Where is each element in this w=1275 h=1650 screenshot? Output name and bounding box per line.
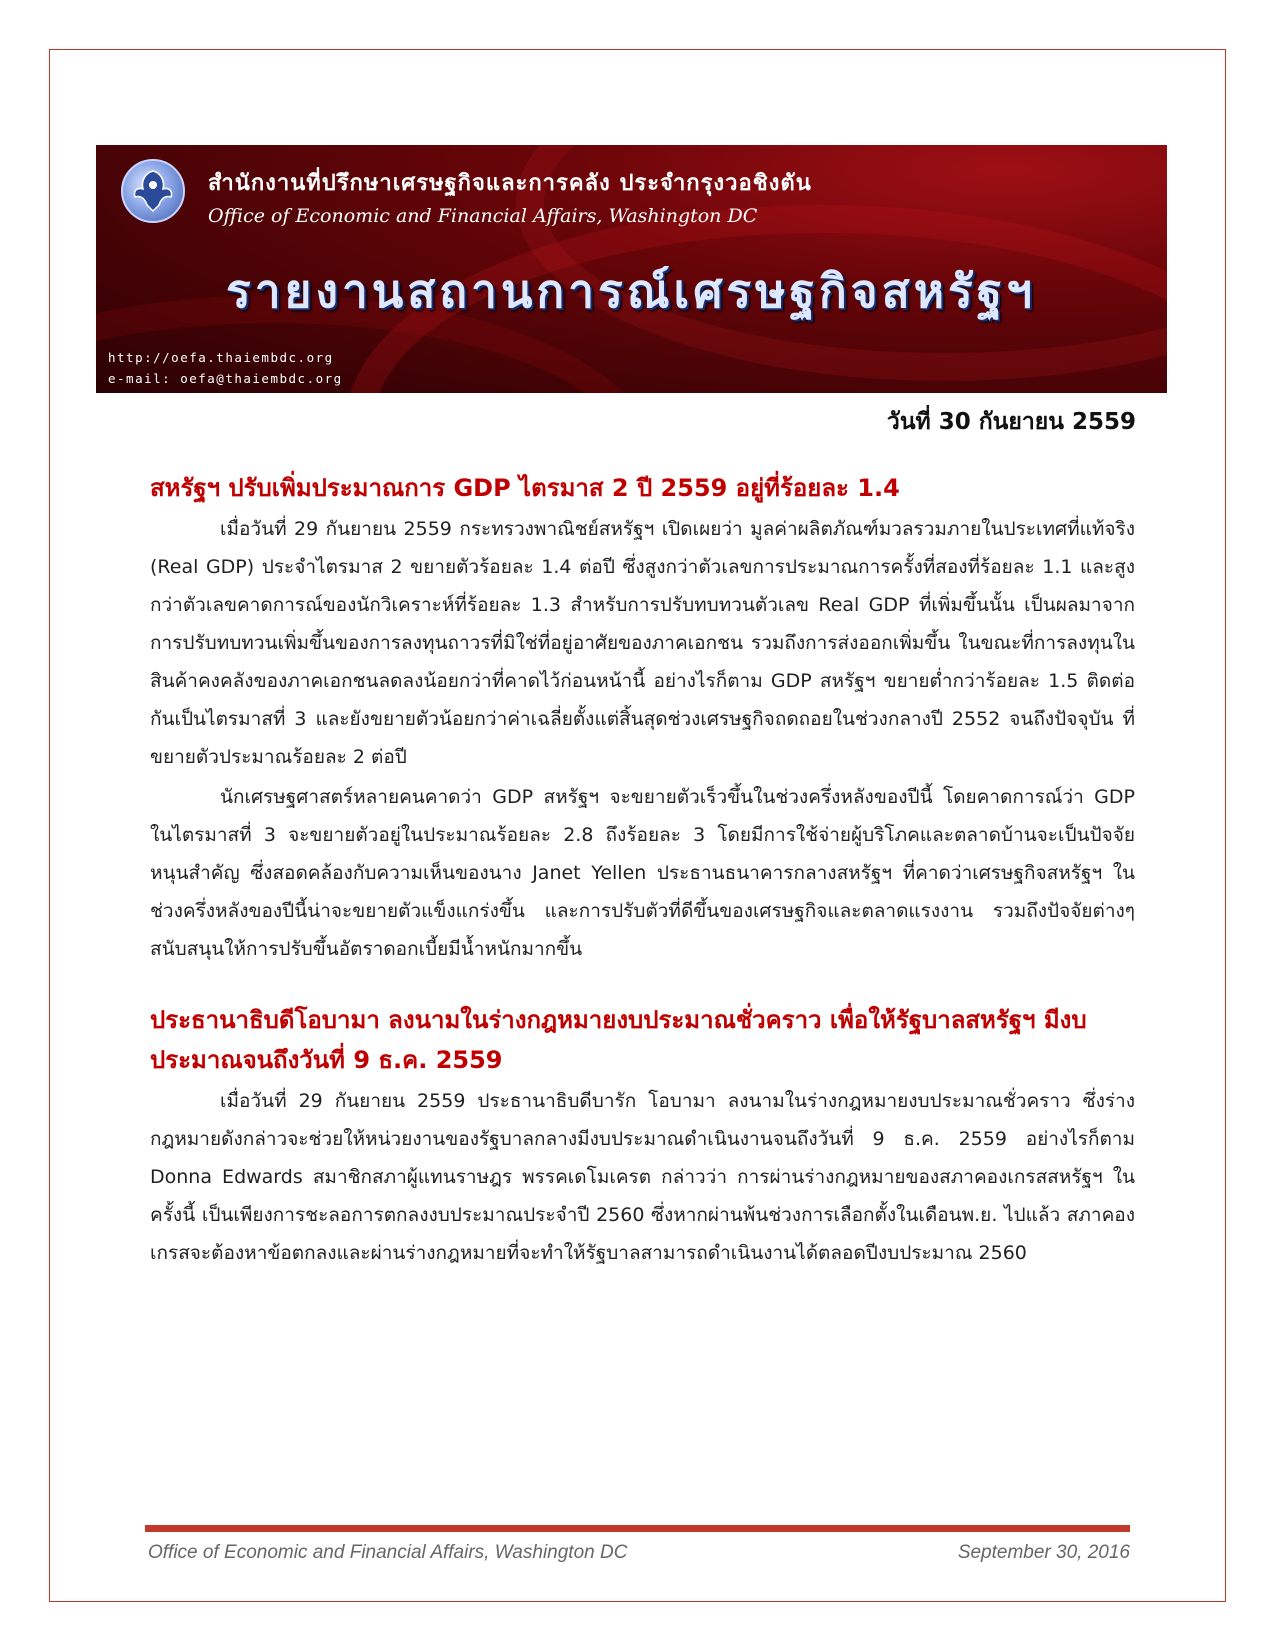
footer-organization: Office of Economic and Financial Affairs, Washington DC <box>148 1542 628 1563</box>
article-headline: ประธานาธิบดีโอบามา ลงนามในร่างกฎหมายงบประมาณชั่วคราว เพื่อให้รัฐบาลสหรัฐฯ มีงบประมาณจนถึงวันที่ 9 ธ.ค. 2559 <box>150 1006 1087 1074</box>
footer-divider <box>145 1525 1130 1532</box>
garuda-emblem-icon <box>121 159 185 223</box>
footer-date: September 30, 2016 <box>957 1542 1130 1563</box>
article-headline: สหรัฐฯ ปรับเพิ่มประมาณการ GDP ไตรมาส 2 ปี 2559 อยู่ที่ร้อยละ 1.4 <box>150 474 900 502</box>
organization-name-english: Office of Economic and Financial Affairs, Washington DC <box>208 205 758 227</box>
article-paragraph: เมื่อวันที่ 29 กันยายน 2559 ประธานาธิบดีบารัก โอบามา ลงนามในร่างกฎหมายงบประมาณชั่วคราว ซึ่งร่างกฎหมายดังกล่าวจะช่วยให้หน่วยงานของรัฐบาลกลางมีงบประมาณดำเนินงานจนถึงวันที่ 9 ธ.ค. 2559 อย่างไรก็ตาม Donna Edwards สมาชิกสภาผู้แทนราษฎร พรรคเดโมเครต กล่าวว่า การผ่านร่างกฎหมายของสภาคองเกรสสหรัฐฯ ในครั้งนี้ เป็นเพียงการชะลอการตกลงงบประมาณประจำปี 2560 ซึ่งหากผ่านพ้นช่วงการเลือกตั้งในเดือนพ.ย. ไปแล้ว สภาคองเกรสจะต้องหาข้อตกลงและผ่านร่างกฎหมายที่จะทำให้รัฐบาลสามารถดำเนินงานได้ตลอดปีงบประมาณ 2560 <box>150 1090 1135 1264</box>
website-link[interactable]: http://oefa.thaiembdc.org <box>108 350 334 365</box>
article-paragraph: เมื่อวันที่ 29 กันยายน 2559 กระทรวงพาณิชย์สหรัฐฯ เปิดเผยว่า มูลค่าผลิตภัณฑ์มวลรวมภายในประเทศที่แท้จริง (Real GDP) ประจำไตรมาส 2 ขยายตัวร้อยละ 1.4 ต่อปี ซึ่งสูงกว่าตัวเลขการประมาณการครั้งที่สองที่ร้อยละ 1.1 และสูงกว่าตัวเลขคาดการณ์ของนักวิเคราะห์ที่ร้อยละ 1.3 สำหรับการปรับทบทวนตัวเลข Real GDP ที่เพิ่มขึ้นนั้น เป็นผลมาจากการปรับทบทวนเพิ่มขึ้นของการลงทุนถาวรที่มิใช่ที่อยู่อาศัยของภาคเอกชน รวมถึงการส่งออกเพิ่มขึ้น ในขณะที่การลงทุนในสินค้าคงคลังของภาคเอกชนลดลงน้อยกว่าที่คาดไว้ก่อนหน้านี้ อย่างไรก็ตาม GDP สหรัฐฯ ขยายต่ำกว่าร้อยละ 1.5 ติดต่อกันเป็นไตรมาสที่ 3 และยังขยายตัวน้อยกว่าค่าเฉลี่ยตั้งแต่สิ้นสุดช่วงเศรษฐกิจถดถอยในช่วงกลางปี 2552 จนถึงปัจจุบัน ที่ขยายตัวประมาณร้อยละ 2 ต่อปี <box>150 518 1135 768</box>
header-banner <box>96 145 1167 393</box>
organization-name-thai: สำนักงานที่ปรึกษาเศรษฐกิจและการคลัง ประจำกรุงวอชิงตัน <box>208 171 812 196</box>
report-date: วันที่ 30 กันยายน 2559 <box>886 409 1136 435</box>
email-link[interactable]: e-mail: oefa@thaiembdc.org <box>108 371 343 386</box>
report-title: รายงานสถานการณ์เศรษฐกิจสหรัฐฯ <box>226 264 1036 318</box>
article-content <box>150 468 1135 1272</box>
article-paragraph: นักเศรษฐศาสตร์หลายคนคาดว่า GDP สหรัฐฯ จะขยายตัวเร็วขึ้นในช่วงครึ่งหลังของปีนี้ โดยคาดการณ์ว่า GDP ในไตรมาสที่ 3 จะขยายตัวอยู่ในประมาณร้อยละ 2.8 ถึงร้อยละ 3 โดยมีการใช้จ่ายผู้บริโภคและตลาดบ้านจะเป็นปัจจัยหนุนสำคัญ ซึ่งสอดคล้องกับความเห็นของนาง Janet Yellen ประธานธนาคารกลางสหรัฐฯ ที่คาดว่าเศรษฐกิจสหรัฐฯ ในช่วงครึ่งหลังของปีนี้น่าจะขยายตัวแข็งแกร่งขึ้น และการปรับตัวที่ดีขึ้นของเศรษฐกิจและตลาดแรงงาน รวมถึงปัจจัยต่างๆ สนับสนุนให้การปรับขึ้นอัตราดอกเบี้ยมีน้ำหนักมากขึ้น <box>150 786 1135 960</box>
